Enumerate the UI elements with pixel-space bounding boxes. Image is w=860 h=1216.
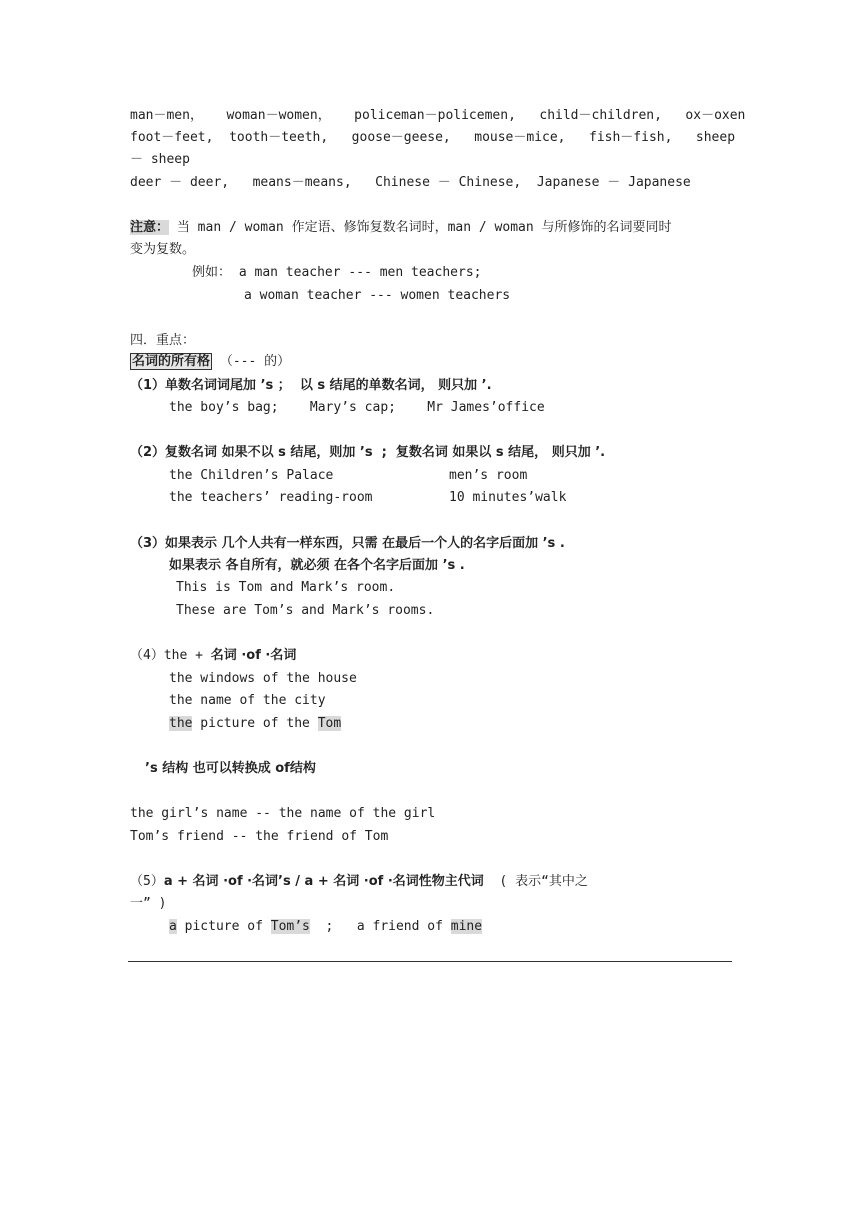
rule-3-heading-2: 如果表示 各自所有，就必须 在各个名字后面加 ’s .	[169, 558, 465, 573]
rule-4-example-3	[169, 715, 341, 733]
rule-4-heading	[130, 647, 296, 665]
highlight-mine: mine	[450, 919, 483, 934]
rule-4-formula: 名词 ·of ·名词	[210, 648, 297, 663]
example-label: 例如：	[192, 265, 232, 280]
example-line-1	[192, 264, 481, 282]
rule-1-heading: （1）单数名词词尾加 ’s ； 以 s 结尾的单数名词， 则只加 ’.	[130, 378, 492, 393]
plural-line-1: man－men， woman－women， policeman－policemen, child－children, ox－oxen	[130, 108, 746, 123]
note-line-1	[130, 219, 672, 237]
rule-4-example-3-mid: picture of the	[192, 716, 318, 731]
example-line-2: a woman teacher --- women teachers	[244, 288, 511, 303]
section-title-line	[130, 353, 290, 371]
rule-5-example-mid-1: picture of	[176, 919, 271, 934]
example-1: a man teacher --- men teachers;	[238, 265, 482, 280]
highlight-tom: Tom	[317, 716, 342, 731]
rule-5-example	[169, 918, 482, 936]
conversion-note: ’s 结构 也可以转换成 of结构	[145, 761, 316, 776]
rule-5-suffix: ( 表示“其中之	[483, 874, 588, 889]
section-title: 名词的所有格	[132, 354, 211, 369]
rule-5-prefix: （5）	[130, 874, 164, 889]
highlight-toms: Tom’s	[270, 919, 310, 934]
rule-5-formula: a + 名词 ·of ·名词’s / a + 名词 ·of ·名词性物主代词	[163, 874, 484, 889]
rule-5-heading-2: 一” )	[130, 896, 167, 911]
conversion-example-1: the girl’s name -- the name of the girl	[130, 806, 436, 821]
rule-5-example-mid-2: ; a friend of	[309, 919, 451, 934]
conversion-example-2: Tom’s friend -- the friend of Tom	[130, 829, 389, 844]
section-heading: 四．重点：	[130, 333, 196, 348]
rule-2-heading: （2）复数名词 如果不以 s 结尾，则加 ’s ; 复数名词 如果以 s 结尾， 则只加 ’.	[130, 445, 606, 460]
rule-3-heading-1: （3）如果表示 几个人共有一样东西，只需 在最后一个人的名字后面加 ’s .	[130, 536, 565, 551]
note-line-2: 变为复数。	[130, 242, 196, 257]
rule-2-example-2b: 10 minutes’walk	[449, 490, 567, 505]
note-label: 注意：	[130, 220, 170, 235]
plural-line-4: deer － deer, means－means, Chinese － Chinese, Japanese － Japanese	[130, 175, 691, 190]
rule-2-example-1b: men’s room	[449, 468, 528, 483]
rule-1-example: the boy’s bag; Mary’s cap; Mr James’office	[169, 400, 545, 415]
rule-3-example-1: This is Tom and Mark’s room.	[176, 580, 396, 595]
rule-2-example-1a: the Children’s Palace	[169, 468, 334, 483]
rule-4-prefix: （4）the +	[130, 648, 211, 663]
rule-5-heading-1	[130, 873, 588, 891]
plural-line-3: － sheep	[130, 152, 190, 167]
rule-3-example-2: These are Tom’s and Mark’s rooms.	[176, 603, 435, 618]
highlight-the: the	[169, 716, 193, 731]
plural-line-2: foot－feet, tooth－teeth, goose－geese, mouse－mice, fish－fish, sheep	[130, 130, 736, 145]
section-title-suffix: （--- 的）	[219, 354, 291, 369]
rule-4-example-1: the windows of the house	[169, 671, 357, 686]
footer-divider	[128, 961, 732, 962]
rule-2-example-2a: the teachers’ reading-room	[169, 490, 373, 505]
highlight-a: a	[169, 919, 177, 934]
rule-4-example-2: the name of the city	[169, 693, 326, 708]
note-text-1: 当 man / woman 作定语、修饰复数名词时，man / woman 与所修饰的名词要同时	[176, 220, 672, 235]
